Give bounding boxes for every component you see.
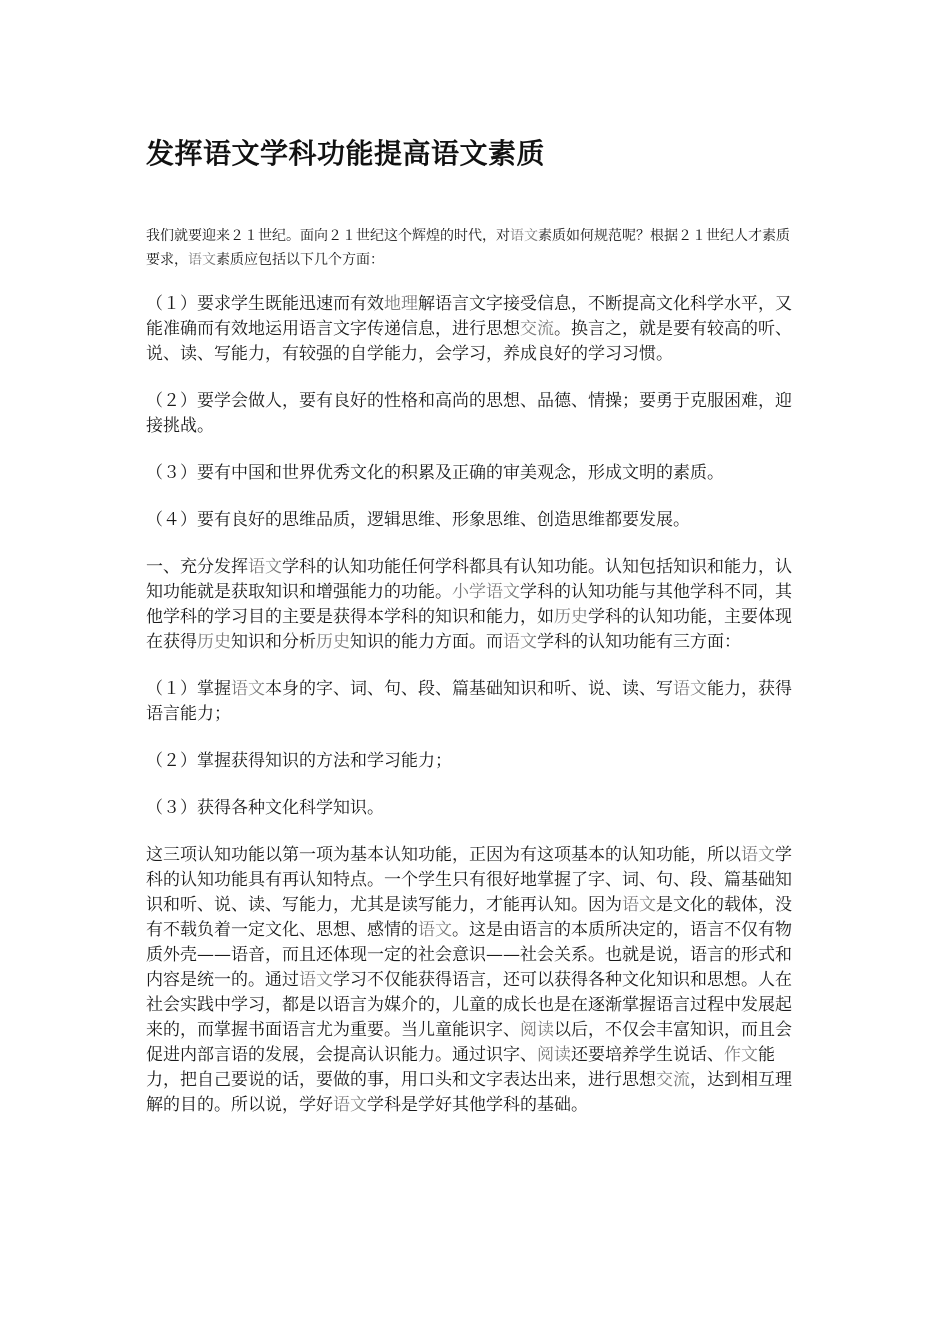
keyword-link[interactable]: 语文 (188, 252, 216, 268)
keyword-link[interactable]: 历史 (316, 632, 350, 652)
keyword-link[interactable]: 语文 (503, 632, 537, 652)
document-body (146, 292, 798, 1140)
text-run: 是文化的载体，没有不载负着一定文化、思想、感情的 (146, 895, 792, 940)
keyword-link[interactable]: 语文 (741, 845, 775, 865)
body-paragraph (146, 461, 798, 486)
body-paragraph (146, 292, 798, 367)
body-paragraph (146, 508, 798, 533)
text-run: （２）要学会做人，要有良好的性格和高尚的思想、品德、情操；要勇于克服困难，迎接挑战。 (146, 391, 792, 436)
text-run: 一、充分发挥 (146, 557, 248, 577)
text-run: 学科是学好其他学科的基础。 (367, 1095, 588, 1115)
body-paragraph (146, 389, 798, 439)
text-run: 知识和分析 (231, 632, 316, 652)
text-run: 以后，不仅会丰富知识，而且会促进内部言语的发展，会提高认识能力。通过识字、 (146, 1020, 792, 1065)
body-paragraph (146, 555, 798, 655)
keyword-link[interactable]: 语文 (248, 557, 282, 577)
keyword-link[interactable]: 地理 (384, 294, 418, 314)
keyword-link[interactable]: 交流 (520, 319, 554, 339)
keyword-link[interactable]: 历史 (197, 632, 231, 652)
body-paragraph (146, 677, 798, 727)
intro-paragraph (146, 224, 798, 272)
text-run: 学科的认知功能有三方面： (537, 632, 741, 652)
text-run: （３）获得各种文化科学知识。 (146, 798, 384, 818)
keyword-link[interactable]: 小学语文 (452, 582, 520, 602)
text-run: （２）掌握获得知识的方法和学习能力； (146, 751, 452, 771)
body-paragraph (146, 843, 798, 1118)
text-run: 能力，把自己要说的话，要做的事，用口头和文字表达出来，进行思想 (146, 1045, 775, 1090)
text-run: 学科的认知功能任何学科都具有认知功能。认知包括知识和能力，认知功能就是获取知识和增强能力的功能。 (146, 557, 792, 602)
text-run: ，达到相互理解的目的。所以说，学好 (146, 1070, 792, 1115)
text-run: 学习不仅能获得语言，还可以获得各种文化知识和思想。人在社会实践中学习，都是以语言为媒介的，儿童的成长也是在逐渐掌握语言过程中发展起来的，而掌握书面语言尤为重要。当儿童能识字、 (146, 970, 792, 1040)
text-run: 素质应包括以下几个方面： (216, 252, 384, 268)
keyword-link[interactable]: 语文 (622, 895, 656, 915)
keyword-link[interactable]: 语文 (673, 679, 707, 699)
text-run: 学科的认知功能具有再认知特点。一个学生只有很好地掌握了字、词、句、段、篇基础知识和听、说、读、写能力，尤其是读写能力，才能再认知。因为 (146, 845, 792, 915)
document-title: 发挥语文学科功能提高语文素质 (146, 137, 546, 170)
text-run: 能力，获得语言能力； (146, 679, 792, 724)
text-run: 知识的能力方面。而 (350, 632, 503, 652)
keyword-link[interactable]: 交流 (656, 1070, 690, 1090)
text-run: 。这是由语言的本质所决定的，语言不仅有物质外壳——语音，而且还体现一定的社会意识——社会关系。也就是说，语言的形式和内容是统一的。通过 (146, 920, 792, 990)
text-run: 本身的字、词、句、段、篇基础知识和听、说、读、写 (265, 679, 673, 699)
keyword-link[interactable]: 作文 (724, 1045, 758, 1065)
keyword-link[interactable]: 阅读 (520, 1020, 554, 1040)
text-run: 学科的认知功能，主要体现在获得 (146, 607, 792, 652)
text-run: （１）掌握 (146, 679, 231, 699)
keyword-link[interactable]: 语文 (510, 228, 538, 244)
keyword-link[interactable]: 语文 (333, 1095, 367, 1115)
keyword-link[interactable]: 阅读 (537, 1045, 571, 1065)
body-paragraph (146, 749, 798, 774)
keyword-link[interactable]: 语文 (299, 970, 333, 990)
text-run: （３）要有中国和世界优秀文化的积累及正确的审美观念，形成文明的素质。 (146, 463, 724, 483)
keyword-link[interactable]: 历史 (554, 607, 588, 627)
text-run: 还要培养学生说话、 (571, 1045, 724, 1065)
body-paragraph (146, 796, 798, 821)
text-run: 这三项认知功能以第一项为基本认知功能，正因为有这项基本的认知功能，所以 (146, 845, 741, 865)
text-run: 解语言文字接受信息，不断提高文化科学水平，又能准确而有效地运用语言文字传递信息，进行思想 (146, 294, 792, 339)
keyword-link[interactable]: 语文 (418, 920, 452, 940)
text-run: 我们就要迎来２１世纪。面向２１世纪这个辉煌的时代，对 (146, 228, 510, 244)
text-run: 素质如何规范呢？根据２１世纪人才素质要求， (146, 228, 790, 268)
text-run: （１）要求学生既能迅速而有效 (146, 294, 384, 314)
text-run: 学科的认知功能与其他学科不同，其他学科的学习目的主要是获得本学科的知识和能力，如 (146, 582, 792, 627)
text-run: 。换言之，就是要有较高的听、说、读、写能力，有较强的自学能力，会学习，养成良好的学习习惯。 (146, 319, 792, 364)
text-run: （４）要有良好的思维品质，逻辑思维、形象思维、创造思维都要发展。 (146, 510, 690, 530)
keyword-link[interactable]: 语文 (231, 679, 265, 699)
